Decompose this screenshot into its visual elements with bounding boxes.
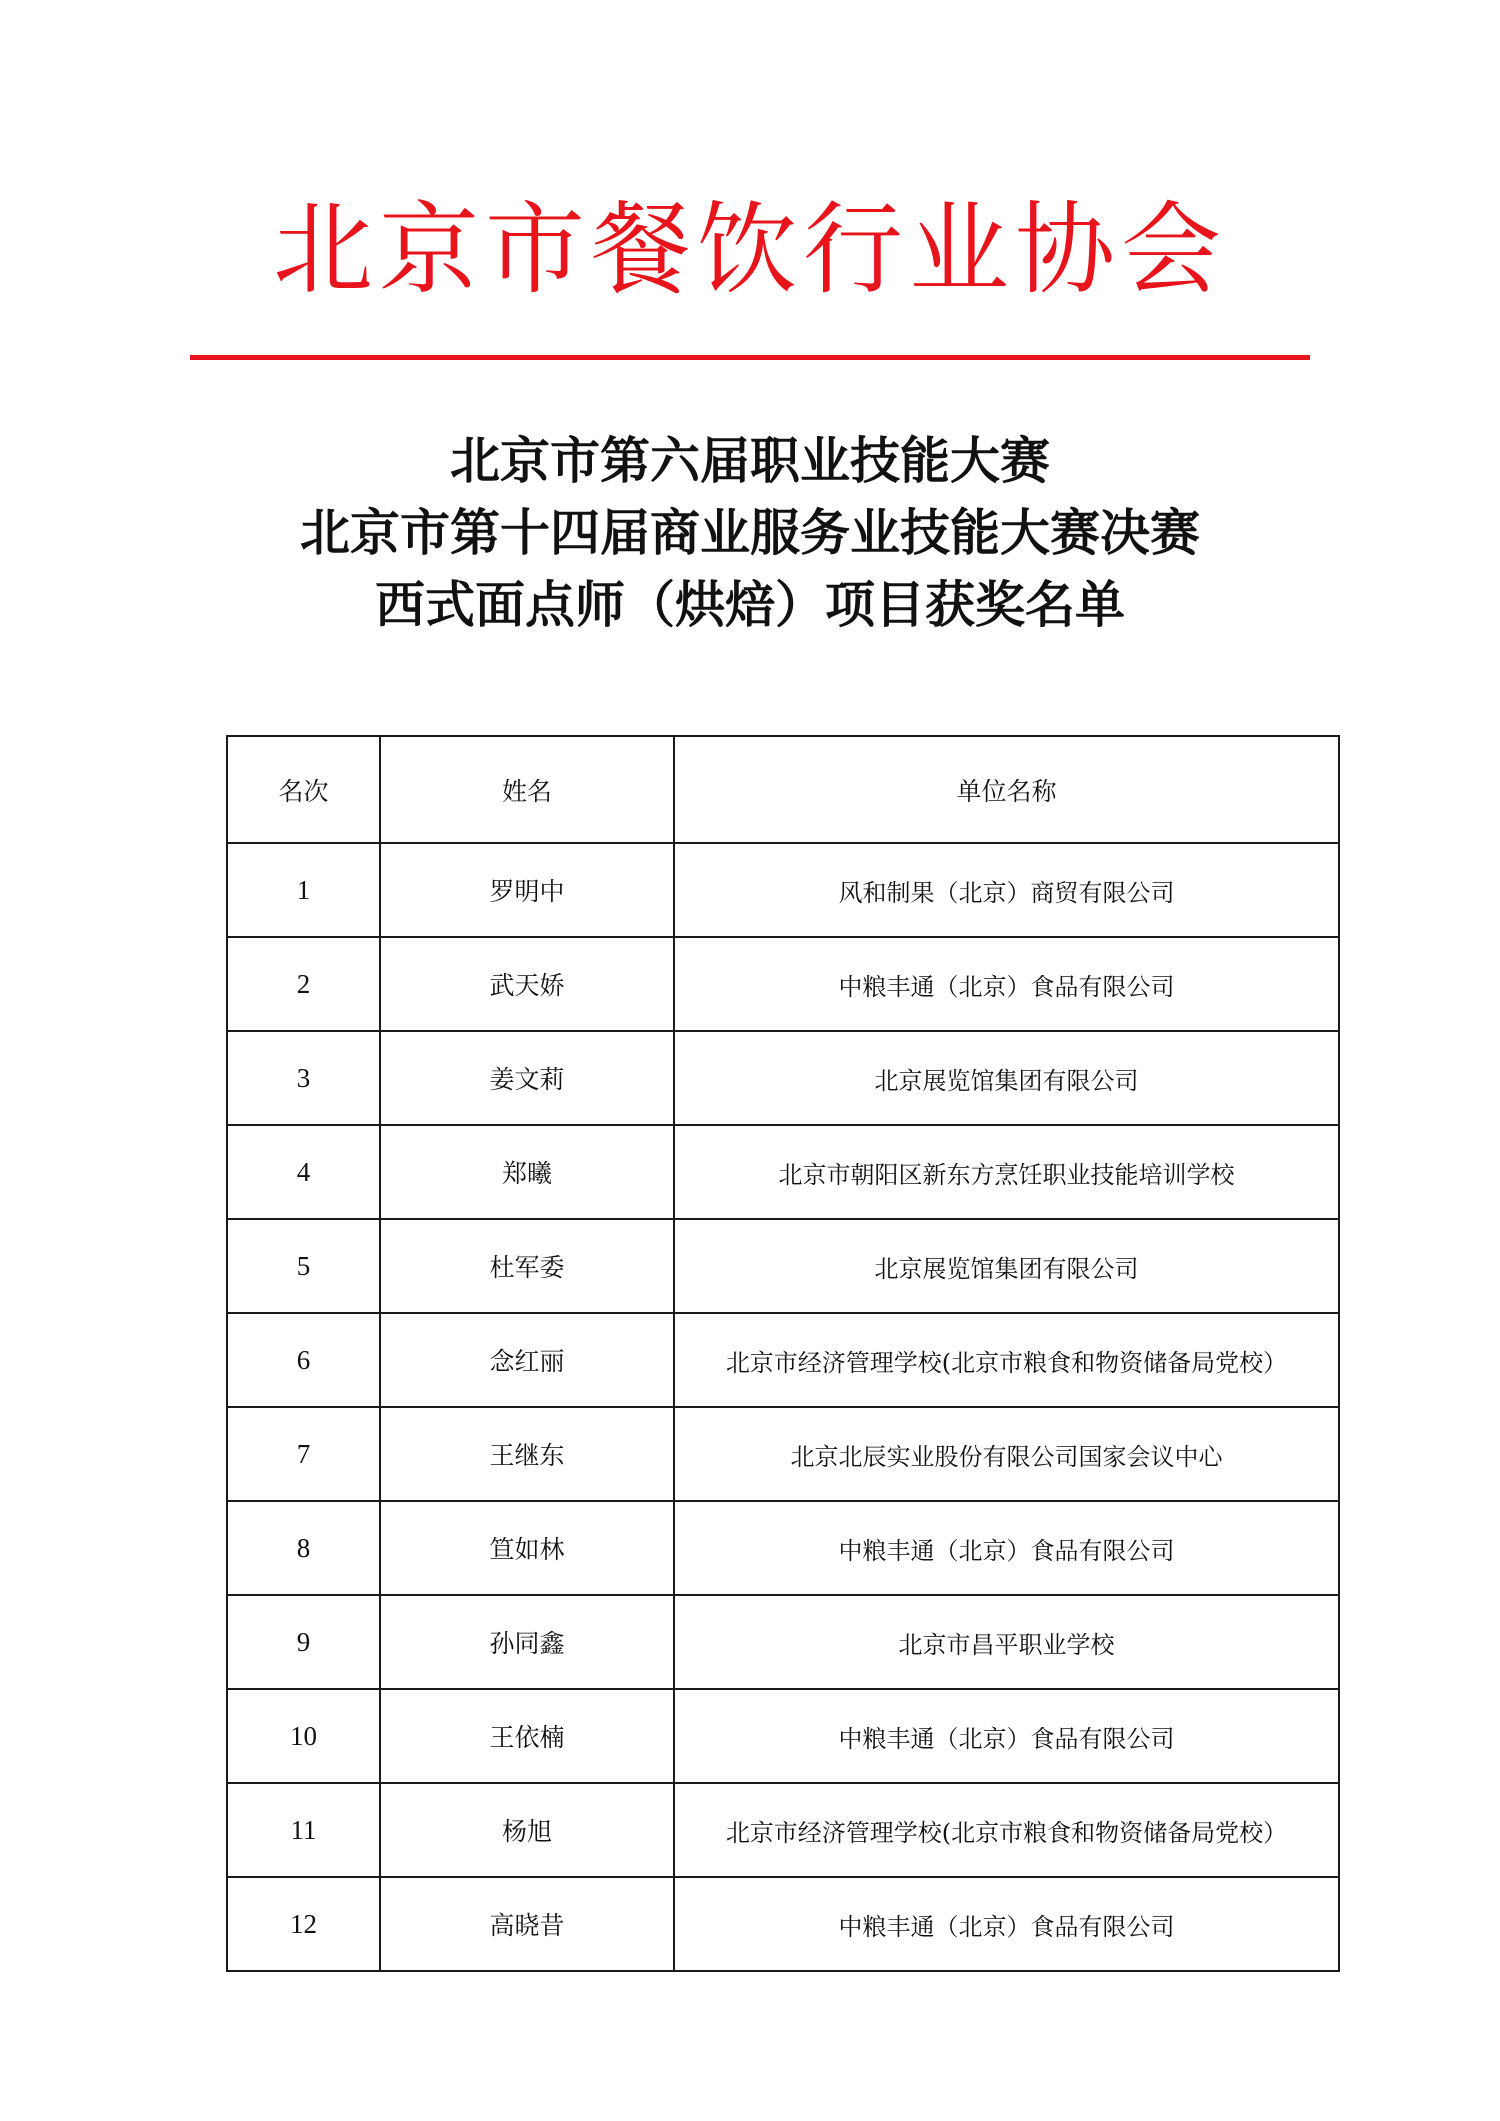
- table-row: [227, 1877, 1339, 1971]
- table-row: [227, 937, 1339, 1031]
- name-cell: 杜军委: [380, 1219, 674, 1313]
- rank-cell: 2: [227, 937, 380, 1031]
- rank-cell: 6: [227, 1313, 380, 1407]
- name-cell: 念红丽: [380, 1313, 674, 1407]
- name-cell: 王依楠: [380, 1689, 674, 1783]
- rank-cell: 9: [227, 1595, 380, 1689]
- table-row: [227, 1313, 1339, 1407]
- title-line-2: 北京市第十四届商业服务业技能大赛决赛: [300, 504, 1200, 562]
- document-title: [0, 425, 1500, 641]
- column-header-organization: 单位名称: [674, 736, 1339, 843]
- rank-cell: 8: [227, 1501, 380, 1595]
- organization-letterhead: 北京市餐饮行业协会: [273, 191, 1227, 308]
- rank-cell: 12: [227, 1877, 380, 1971]
- rank-cell: 4: [227, 1125, 380, 1219]
- table-row: [227, 1125, 1339, 1219]
- name-cell: 武天娇: [380, 937, 674, 1031]
- rank-cell: 11: [227, 1783, 380, 1877]
- column-header-name: 姓名: [380, 736, 674, 843]
- table-header-row: [227, 736, 1339, 843]
- organization-cell: 北京北辰实业股份有限公司国家会议中心: [674, 1407, 1339, 1501]
- letterhead-divider: [190, 355, 1310, 360]
- organization-cell: 中粮丰通（北京）食品有限公司: [674, 1877, 1339, 1971]
- rank-cell: 7: [227, 1407, 380, 1501]
- table-row: [227, 1689, 1339, 1783]
- name-cell: 杨旭: [380, 1783, 674, 1877]
- rank-cell: 1: [227, 843, 380, 937]
- organization-cell: 中粮丰通（北京）食品有限公司: [674, 1689, 1339, 1783]
- organization-cell: 风和制果（北京）商贸有限公司: [674, 843, 1339, 937]
- rank-cell: 5: [227, 1219, 380, 1313]
- title-line-1: 北京市第六届职业技能大赛: [450, 432, 1050, 490]
- organization-cell: 北京市朝阳区新东方烹饪职业技能培训学校: [674, 1125, 1339, 1219]
- organization-cell: 北京展览馆集团有限公司: [674, 1031, 1339, 1125]
- organization-cell: 北京市经济管理学校(北京市粮食和物资储备局党校）: [674, 1783, 1339, 1877]
- name-cell: 笪如林: [380, 1501, 674, 1595]
- column-header-rank: 名次: [227, 736, 380, 843]
- name-cell: 罗明中: [380, 843, 674, 937]
- table-row: [227, 1595, 1339, 1689]
- organization-cell: 中粮丰通（北京）食品有限公司: [674, 1501, 1339, 1595]
- awards-table: [226, 735, 1340, 1972]
- name-cell: 高晓昔: [380, 1877, 674, 1971]
- name-cell: 王继东: [380, 1407, 674, 1501]
- name-cell: 姜文莉: [380, 1031, 674, 1125]
- rank-cell: 3: [227, 1031, 380, 1125]
- name-cell: 郑曦: [380, 1125, 674, 1219]
- rank-cell: 10: [227, 1689, 380, 1783]
- table-row: [227, 1219, 1339, 1313]
- table-row: [227, 1407, 1339, 1501]
- organization-cell: 北京展览馆集团有限公司: [674, 1219, 1339, 1313]
- table-row: [227, 1783, 1339, 1877]
- table-row: [227, 843, 1339, 937]
- name-cell: 孙同鑫: [380, 1595, 674, 1689]
- organization-cell: 北京市昌平职业学校: [674, 1595, 1339, 1689]
- organization-cell: 中粮丰通（北京）食品有限公司: [674, 937, 1339, 1031]
- title-line-3: 西式面点师（烘焙）项目获奖名单: [375, 576, 1125, 634]
- organization-cell: 北京市经济管理学校(北京市粮食和物资储备局党校）: [674, 1313, 1339, 1407]
- table-row: [227, 1501, 1339, 1595]
- table-row: [227, 1031, 1339, 1125]
